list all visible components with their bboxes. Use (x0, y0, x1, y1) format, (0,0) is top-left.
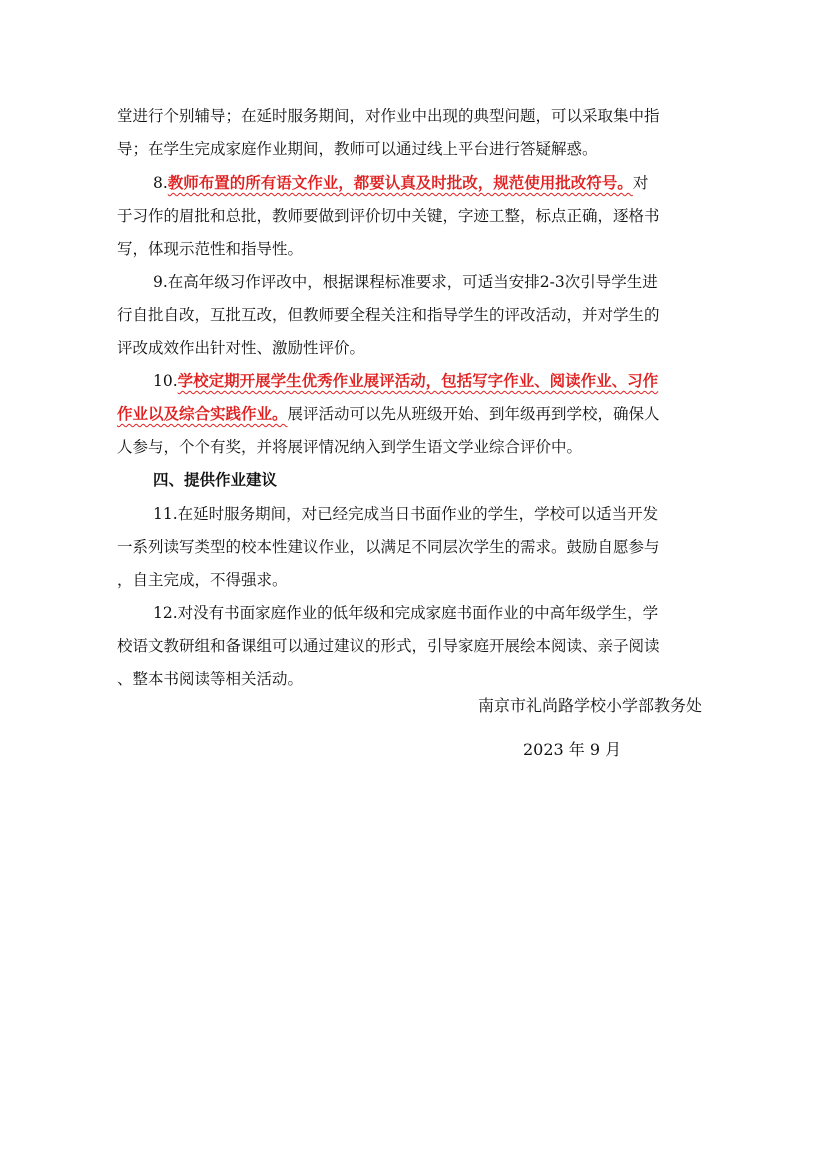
para8-rest: 对 (632, 174, 649, 192)
para8-line2: 于习作的眉批和总批，教师要做到评价切中关键，字迹工整，标点正确，逐格书 (117, 207, 660, 225)
date-line (0, 730, 827, 770)
para8-line3: 写，体现示范性和指导性。 (117, 240, 304, 258)
para12-line3: 、整本书阅读等相关活动。 (117, 670, 304, 688)
para10-emphasis-1: 学校定期开展学生优秀作业展评活动，包括写字作业、阅读作业、习作 (177, 371, 659, 390)
para8-number: 8. (153, 174, 168, 192)
issue-date: 2023 年 9 月 (523, 740, 622, 759)
signature-line (0, 686, 827, 726)
section-heading: 四、提供作业建议 (153, 471, 278, 489)
para7-line2: 导；在学生完成家庭作业期间，教师可以通过线上平台进行答疑解惑。 (117, 140, 598, 158)
para8-emphasis: 教师布置的所有语文作业，都要认真及时批改，规范使用批改符号。 (167, 173, 633, 192)
issuer: 南京市礼尚路学校小学部教务处 (477, 696, 702, 715)
para11-line3: ，自主完成，不得强求。 (117, 571, 288, 589)
para12-line2: 校语文教研组和备课组可以通过建议的形式，引导家庭开展绘本阅读、亲子阅读 (117, 637, 660, 655)
para10-emphasis-2: 作业以及综合实践作业。 (117, 404, 288, 423)
para10-rest: 展评活动可以先从班级开始、到年级再到学校，确保人 (287, 405, 660, 423)
para7-line1: 堂进行个别辅导；在延时服务期间，对作业中出现的典型问题，可以采取集中指 (117, 107, 660, 125)
para11-line2: 一系列读写类型的校本性建议作业，以满足不同层次学生的需求。鼓励自愿参与 (117, 538, 660, 556)
para9-line3: 评改成效作出针对性、激励性评价。 (117, 339, 366, 357)
para11-line1: 11.在延时服务期间，对已经完成当日书面作业的学生，学校可以适当开发 (153, 505, 659, 523)
para9-line1: 9.在高年级习作评改中，根据课程标准要求，可适当安排2-3次引导学生进 (153, 273, 658, 291)
para9-line2: 行自批自改，互批互改，但教师要全程关注和指导学生的评改活动，并对学生的 (117, 306, 660, 324)
para12-line1: 12.对没有书面家庭作业的低年级和完成家庭书面作业的中高年级学生，学 (153, 604, 659, 622)
para10-number: 10. (153, 372, 178, 390)
para10-line3: 人参与，个个有奖，并将展评情况纳入到学生语文学业综合评价中。 (117, 438, 583, 456)
